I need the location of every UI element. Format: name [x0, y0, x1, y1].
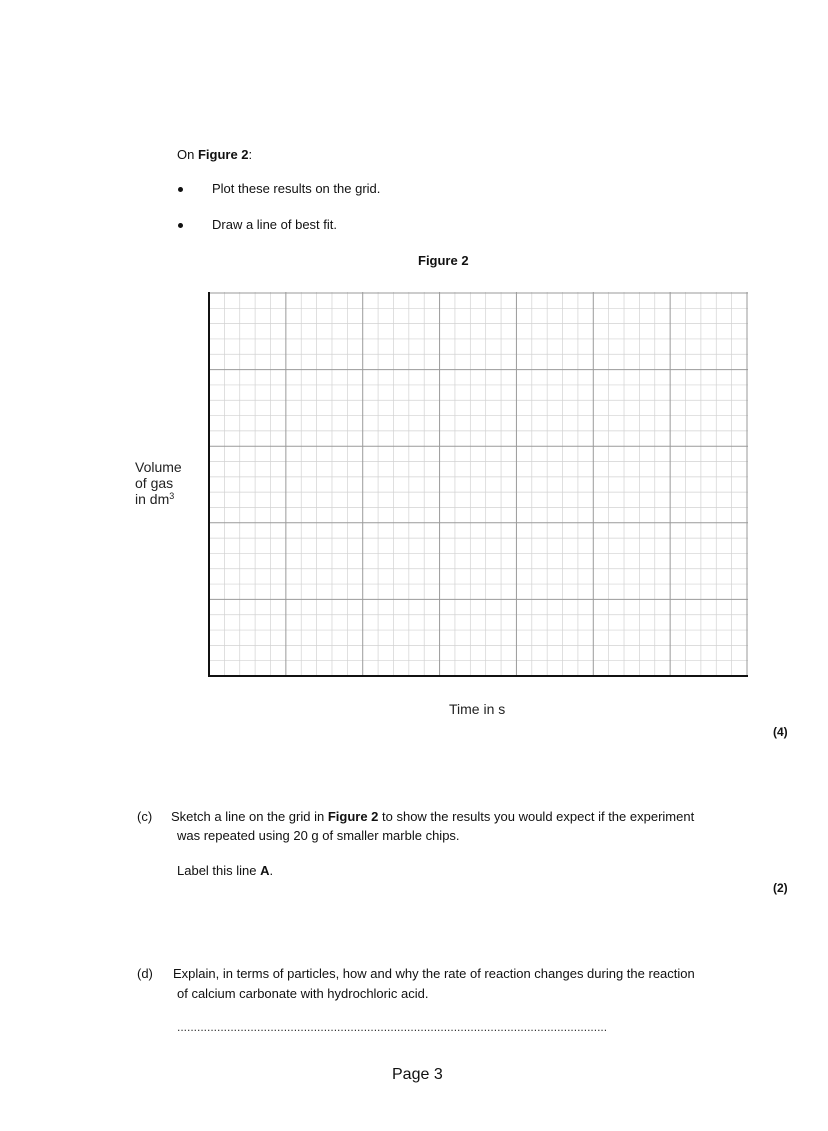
bullet-line-best-fit: Draw a line of best fit.	[212, 217, 337, 232]
page-number: Page 3	[392, 1066, 443, 1083]
part-d-line1: Explain, in terms of particles, how and why the rate of reaction changes during the reaction	[173, 966, 695, 981]
bullet-dot-icon	[178, 187, 183, 192]
part-c-label-instruction: Label this line A.	[177, 863, 274, 878]
part-c-line1: Sketch a line on the grid in Figure 2 to show the results you would expect if the experiment	[171, 809, 695, 824]
marks-c: (2)	[773, 881, 788, 895]
y-axis-label: Volume of gas in $dm^3$	[135, 459, 182, 507]
part-d-line2: of calcium carbonate with hydrochloric acid.	[177, 986, 429, 1001]
x-axis-label: Time in s	[449, 701, 506, 717]
marks-b: (4)	[773, 725, 788, 739]
instruction-intro: On Figure 2:	[177, 147, 253, 162]
part-c-line2: was repeated using 20 g of smaller marble chips.	[177, 828, 460, 843]
part-d-number: (d)	[137, 966, 153, 981]
graph-grid[interactable]	[208, 292, 748, 677]
bullet-plot-results: Plot these results on the grid.	[212, 181, 381, 196]
bullet-dot-icon	[178, 223, 183, 228]
figure-title: Figure 2	[418, 253, 469, 268]
answer-line[interactable]: .................................................................................................................................	[177, 1020, 608, 1034]
part-c-number: (c)	[137, 809, 153, 824]
